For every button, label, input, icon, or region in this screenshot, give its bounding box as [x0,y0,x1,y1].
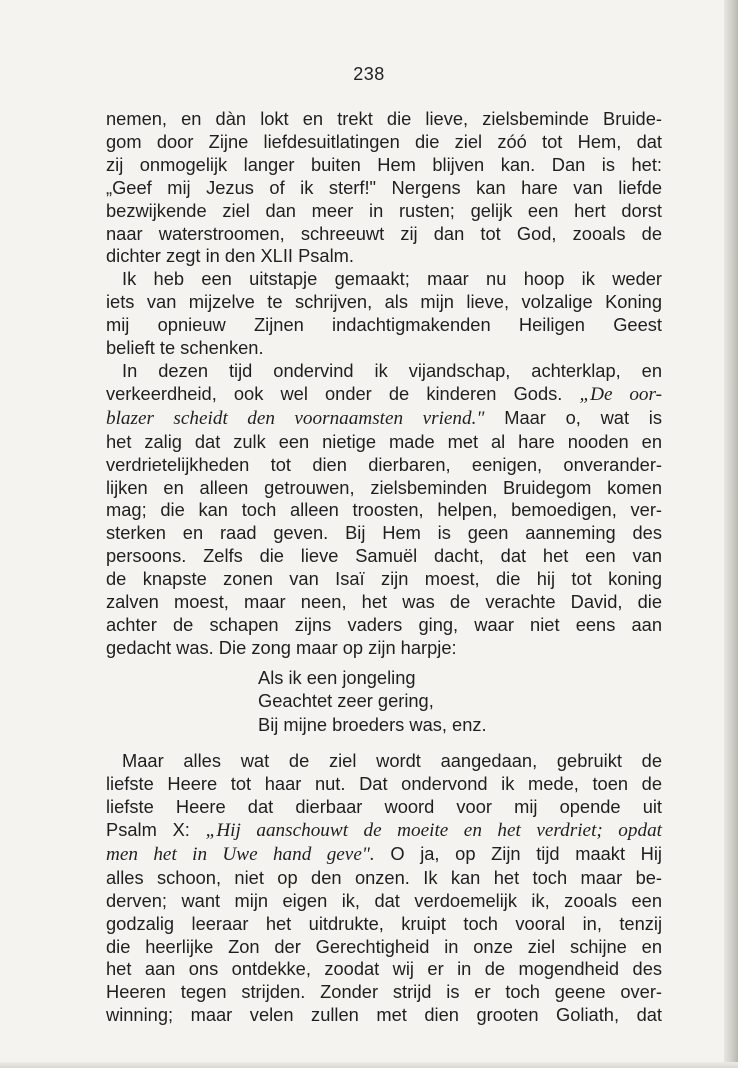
text-line: bezwijkende ziel dan meer in rusten; gelijk een hert dorst [106,199,662,221]
paragraph-2 [106,268,662,360]
text-line: iets van mijzelve te schrijven, als mijn lieve, volzalige Koning [106,291,662,313]
paragraph-1 [106,108,662,268]
text-line: persoons. Zelfs die lieve Samuël dacht, dat het een van [106,545,662,567]
text-line: In dezen tijd ondervind ik vijandschap, achterklap, en [122,359,662,381]
body-text [106,108,662,1027]
text-line: het aan ons ontdekke, zoodat wij er in de mogendheid des [106,958,662,980]
text-line [106,843,662,867]
text-run: Psalm X: [106,818,206,840]
text-run: verkeerdheid, ook wel onder de kinderen Gods. [106,382,580,404]
text-line: naar waterstroomen, schreeuwt zij dan tot God, zooals de [106,222,662,244]
quotation-italic: men het in Uwe hand geve". [106,843,375,865]
text-line [106,819,662,843]
text-line [106,383,662,407]
page-edge-shadow [724,0,738,1068]
page-number: 238 [353,64,385,84]
text-line: nemen, en dàn lokt en trekt die lieve, zielsbeminde Bruide- [106,108,662,129]
text-line [106,407,662,431]
text-line: de knapste zonen van Isaï zijn moest, die hij tot koning [106,568,662,590]
paragraph-3 [106,360,662,660]
text-line: het zalig dat zulk een nietige made met al hare nooden en [106,430,662,452]
page-bottom-edge [0,1062,738,1068]
text-line: godzalig leeraar het uitdrukte, kruipt toch vooral in, tenzij [106,912,662,934]
text-line: Heeren tegen strijden. Zonder strijd is er toch geene over- [106,981,662,1003]
text-line: liefste Heere tot haar nut. Dat ondervond ik mede, toen de [106,773,662,795]
quotation-italic: blazer scheidt den voornaamsten vriend." [106,407,485,429]
text-line: achter de schapen zijns vaders ging, waar niet eens aan [106,613,662,635]
verse-line: Als ik een jongeling [258,666,416,688]
quotation-italic: „De oor- [579,383,662,405]
verse-quote [106,666,662,737]
text-line: mag; die kan toch alleen troosten, helpen, bemoedigen, ver- [106,499,662,521]
text-line: verdrietelijkheden tot dien dierbaren, eenigen, onverander- [106,453,662,475]
text-line: zalven moest, maar neen, het was de verachte David, die [106,591,662,613]
text-line: gom door Zijne liefdesuitlatingen die ziel zóó tot Hem, dat [106,130,662,152]
text-line: zij onmogelijk langer buiten Hem blijven kan. Dan is het: [106,153,662,175]
paragraph-4 [106,750,662,1027]
text-line: Maar alles wat de ziel wordt aangedaan, gebruikt de [122,750,662,772]
text-line: dichter zegt in den XLII Psalm. [106,245,354,267]
text-run: O ja, op Zijn tijd maakt Hij [374,842,662,864]
text-line: belieft te schenken. [106,337,264,359]
text-line: „Geef mij Jezus of ik sterf!" Nergens kan hare van liefde [106,176,662,198]
text-line: Ik heb een uitstapje gemaakt; maar nu hoop ik weder [122,268,662,290]
quotation-italic: „Hij aanschouwt de moeite en het verdriet; opdat [205,819,662,841]
text-line: gedacht was. Die zong maar op zijn harpje: [106,636,457,658]
text-line: alles schoon, niet op den onzen. Ik kan het toch maar be- [106,866,662,888]
verse-line: Geachtet zeer gering, [258,690,434,712]
verse-line: Bij mijne broeders was, enz. [258,713,487,735]
text-line: winning; maar velen zullen met dien grooten Goliath, dat [106,1004,662,1026]
text-line: lijken en alleen getrouwen, zielsbeminden Bruidegom komen [106,476,662,498]
text-run: Maar o, wat is [484,406,662,428]
text-line: mij opnieuw Zijnen indachtigmakenden Heiligen Geest [106,314,662,336]
text-line: liefste Heere dat dierbaar woord voor mij opende uit [106,796,662,818]
text-line: derven; want mijn eigen ik, dat verdoemelijk ik, zooals een [106,889,662,911]
text-line: sterken en raad geven. Bij Hem is geen aanneming des [106,522,662,544]
text-line: die heerlijke Zon der Gerechtigheid in onze ziel schijne en [106,935,662,957]
